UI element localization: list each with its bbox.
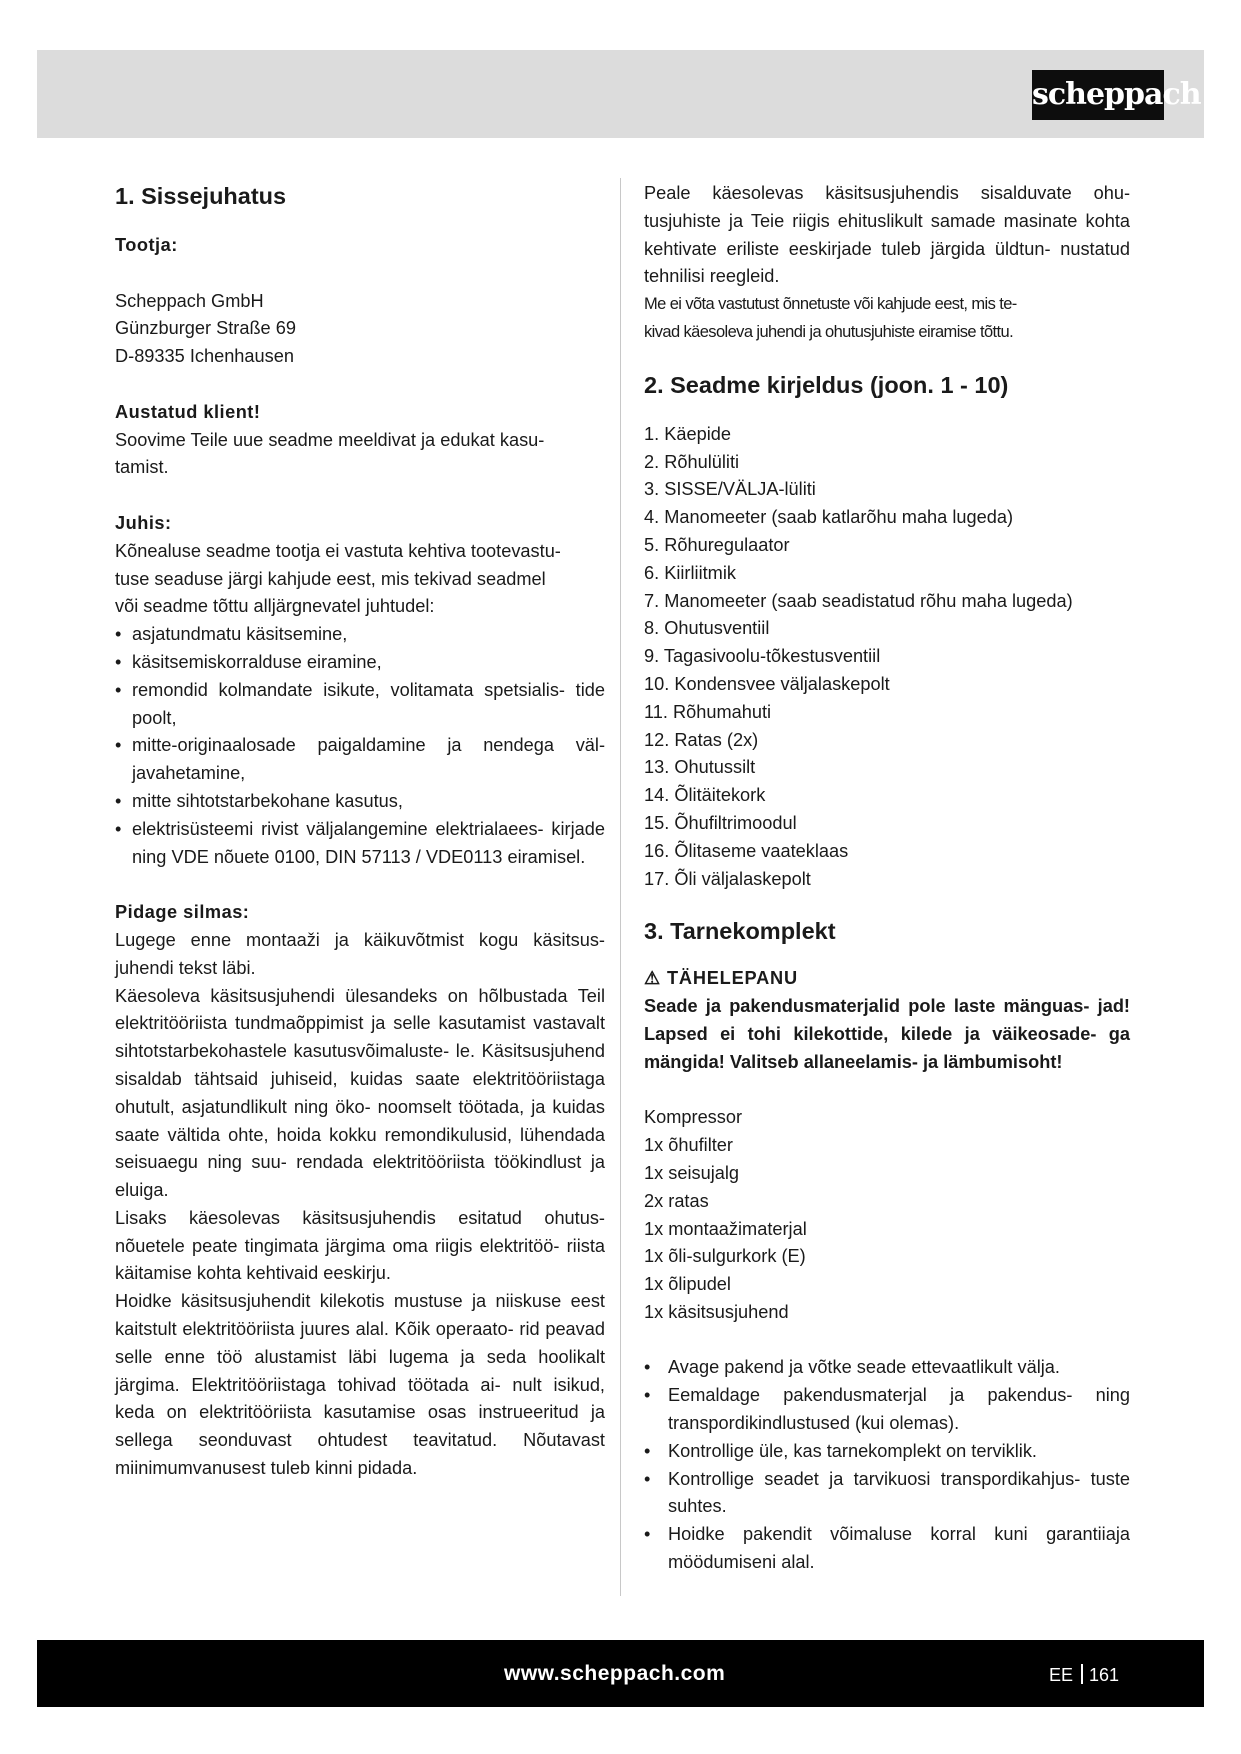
address-line: Günzburger Straße 69 [115, 318, 296, 339]
remember-label: Pidage silmas: [115, 902, 250, 923]
remember-paragraph: Käesoleva käsitsusjuhendi ülesandeks on hõlbustada Teil elektritööriista tundmaõppimist ja selle kasutamist vastavalt sihtotstarbekohastele kasutusvõimaluste- le. Käsitsusjuhend sisaldab tähtsaid juhiseid, kuidas saate elektritööriistaga ohutult, asjatundlikult ning öko- noomselt töötada, ja kuidas saate vältida ohte, hoida kokku remondikulusid, lühendada seisuaegu ning suu- rendada elektritööriista töökindlust ja eluiga. [115, 985, 605, 1201]
dear-customer-line: tamist. [115, 457, 169, 478]
checklist-item: • Kontrollige üle, kas tarnekomplekt on terviklik. [644, 1438, 1130, 1466]
part-item: 14. Õlitäitekork [644, 785, 766, 806]
dear-customer-line: Soovime Teile uue seadme meeldivat ja edukat kasu- [115, 429, 545, 450]
delivery-item: 1x montaažimaterjal [644, 1218, 807, 1239]
section-heading-introduction: 1. Sissejuhatus [115, 183, 287, 209]
part-item: 12. Ratas (2x) [644, 729, 759, 750]
address-line: Scheppach GmbH [115, 290, 264, 311]
footer-separator [1081, 1664, 1083, 1684]
delivery-item: Kompressor [644, 1107, 743, 1128]
part-item: 13. Ohutussilt [644, 757, 756, 778]
liability-line: kivad käesoleva juhendi ja ohutusjuhiste eiramise tõttu. [644, 322, 1014, 341]
remember-paragraph: Lugege enne montaaži ja käikuvõtmist kogu käsitsus- juhendi tekst läbi. [115, 929, 605, 978]
checklist-item: • Eemaldage pakendusmaterjal ja pakendus- ning transpordikindlustused (kui olemas). [644, 1382, 1130, 1438]
remember-paragraph: Lisaks käesolevas käsitsusjuhendis esitatud ohutus- nõuetele peate tingimata järgima oma riigis elektritöö- riista käitamise kohta kehtivaid eeskirju. [115, 1207, 605, 1284]
note-bullet: • mitte sihtotstarbekohane kasutus, [115, 788, 605, 816]
note-bullet: • remondid kolmandate isikute, volitamata spetsialis- tide poolt, [115, 677, 605, 733]
language-code: EE [1049, 1665, 1074, 1685]
column-divider [620, 178, 621, 1596]
warning-title [644, 965, 1130, 993]
delivery-item: 1x õli-sulgurkork (E) [644, 1246, 806, 1267]
note-bullet: • mitte-originaalosade paigaldamine ja nendega väl- javahetamine, [115, 732, 605, 788]
delivery-list [644, 1104, 1130, 1326]
part-item: 11. Rõhumahuti [644, 701, 772, 722]
section-heading-delivery: 3. Tarnekomplekt [644, 918, 836, 945]
checklist-item: • Kontrollige seadet ja tarvikuosi transpordikahjus- tuste suhtes. [644, 1466, 1130, 1522]
delivery-item: 1x käsitsusjuhend [644, 1301, 789, 1322]
note-line: tuse seaduse järgi kahjude eest, mis tekivad seadmel [115, 568, 546, 589]
part-item: 5. Rõhuregulaator [644, 534, 790, 555]
part-item: 8. Ohutusventiil [644, 618, 770, 639]
part-item: 2. Rõhulüliti [644, 451, 740, 472]
delivery-item: 1x õhufilter [644, 1135, 733, 1156]
section-heading-description: 2. Seadme kirjeldus (joon. 1 - 10) [644, 371, 1009, 398]
part-item: 7. Manomeeter (saab seadistatud rõhu maha lugeda) [644, 590, 1073, 611]
page-footer [37, 1640, 1204, 1707]
manufacturer-label: Tootja: [115, 235, 178, 255]
delivery-item: 2x ratas [644, 1190, 709, 1211]
note-bullet: • asjatundmatu käsitsemine, [115, 621, 605, 649]
liability-line: Me ei võta vastutust õnnetuste või kahjude eest, mis te- [644, 295, 1017, 314]
part-item: 6. Kiirliitmik [644, 562, 736, 583]
part-item: 15. Õhufiltrimoodul [644, 812, 797, 833]
website-link[interactable]: www.scheppach.com [504, 1662, 726, 1685]
address-line: D-89335 Ichenhausen [115, 346, 294, 367]
note-label: Juhis: [115, 512, 172, 533]
part-item: 17. Õli väljalaskepolt [644, 868, 811, 889]
page-number-value: 161 [1089, 1665, 1120, 1685]
checklist-item: • Avage pakend ja võtke seade ettevaatlikult välja. [644, 1354, 1130, 1382]
warning-text: Seade ja pakendusmaterjalid pole laste mänguas- jad! Lapsed ei tohi kilekottide, kilede ja väikeosade- ga mängida! Valitseb allaneelamis- ja lämbumisoht! [644, 996, 1130, 1072]
part-item: 3. SISSE/VÄLJA-lüliti [644, 479, 816, 500]
delivery-item: 1x õlipudel [644, 1274, 731, 1295]
delivery-item: 1x seisujalg [644, 1162, 740, 1183]
warning-title-text: TÄHELEPANU [666, 968, 798, 989]
parts-list [644, 421, 1130, 894]
checklist-item: • Hoidke pakendit võimaluse korral kuni garantiiaja möödumiseni alal. [644, 1521, 1130, 1577]
remember-paragraph: Hoidke käsitsusjuhendit kilekotis mustuse ja niiskuse eest kaitstult elektritööriista juures alal. Kõik operaato- rid peavad selle enne töö alustamist läbi lugema ja seda hoolikalt järgima. Elektritööriistaga tohivad töötada ai- nult isikud, keda on elektritööriista kasutamise osas instrueeritud ja sellega seonduvast ohtudest teavitatud. Nõutavast miinimumvanusest tuleb kinni pidada. [115, 1291, 605, 1479]
note-bullet: • käsitsemiskorralduse eiramine, [115, 649, 605, 677]
part-item: 9. Tagasivoolu-tõkestusventiil [644, 646, 881, 667]
part-item: 4. Manomeeter (saab katlarõhu maha lugeda) [644, 507, 1014, 528]
left-column [115, 180, 605, 1483]
intro-paragraph: Peale käesolevas käsitsusjuhendis sisalduvate ohu- tusjuhiste ja Teie riigis ehituslikult samade masinate kohta kehtivate eriliste eeskirjade tuleb järgida üldtun- nustatud tehnilisi reegleid. [644, 183, 1130, 287]
note-line: või seadme tõttu alljärgnevatel juhtudel: [115, 596, 435, 617]
warning-icon: ⚠ [644, 968, 662, 989]
page-header [37, 50, 1204, 138]
scheppach-logo: scheppach [1032, 70, 1164, 120]
dear-customer-label: Austatud klient! [115, 401, 261, 422]
part-item: 10. Kondensvee väljalaskepolt [644, 673, 890, 694]
page-number [1049, 1640, 1119, 1710]
part-item: 1. Käepide [644, 423, 731, 444]
right-column [644, 180, 1130, 1577]
part-item: 16. Õlitaseme vaateklaas [644, 840, 849, 861]
note-bullet: • elektrisüsteemi rivist väljalangemine elektrialaees- kirjade ning VDE nõuete 0100, DIN 57113 / VDE0113 eiramisel. [115, 816, 605, 872]
note-line: Kõnealuse seadme tootja ei vastuta kehtiva tootevastu- [115, 540, 561, 561]
